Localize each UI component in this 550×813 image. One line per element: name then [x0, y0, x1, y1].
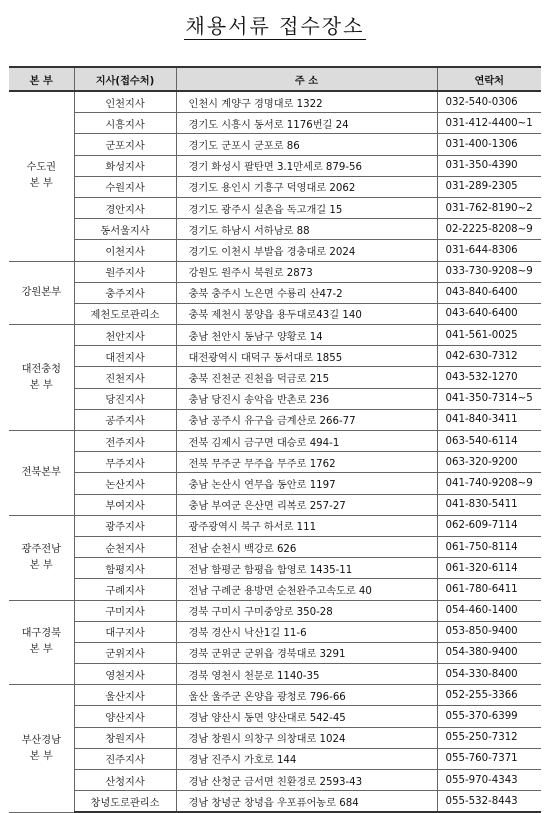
table-row — [9, 176, 541, 197]
table-row — [9, 240, 541, 261]
branch-cell: 경안지사 — [74, 197, 176, 218]
phone-cell: 043-640-6400 — [437, 303, 541, 324]
address-cell: 대전광역시 대덕구 동서대로 1855 — [176, 346, 437, 367]
phone-cell: 061-780-6411 — [437, 579, 541, 600]
address-cell: 경기도 군포시 군포로 86 — [176, 134, 437, 155]
phone-cell: 041-561-0025 — [437, 325, 541, 346]
table-row — [9, 536, 541, 557]
region-cell: 강원본부 — [9, 261, 74, 325]
branch-cell: 당진지사 — [74, 388, 176, 409]
address-cell: 경기 화성시 팔탄면 3.1만세로 879-56 — [176, 155, 437, 176]
table-row — [9, 367, 541, 388]
address-cell: 경북 구미시 구미중앙로 350-28 — [176, 600, 437, 621]
phone-cell: 02-2225-8208~9 — [437, 219, 541, 240]
address-cell: 강원도 원주시 북원로 2873 — [176, 261, 437, 282]
branch-cell: 군위지사 — [74, 642, 176, 663]
address-cell: 충남 부여군 은산면 리복로 257-27 — [176, 494, 437, 515]
branch-cell: 제천도로관리소 — [74, 303, 176, 324]
address-cell: 충북 제천시 봉양읍 용두대로43길 140 — [176, 303, 437, 324]
phone-cell: 043-840-6400 — [437, 282, 541, 303]
table-row — [9, 346, 541, 367]
table-row — [9, 579, 541, 600]
phone-cell: 063-320-9200 — [437, 452, 541, 473]
branch-cell: 창원지사 — [74, 727, 176, 748]
table-body — [9, 91, 541, 812]
phone-cell: 032-540-0306 — [437, 91, 541, 113]
table-row — [9, 600, 541, 621]
phone-cell: 062-609-7114 — [437, 515, 541, 536]
phone-cell: 042-630-7312 — [437, 346, 541, 367]
table-header-row — [9, 67, 541, 91]
table-row — [9, 282, 541, 303]
table-row — [9, 388, 541, 409]
branch-cell: 순천지사 — [74, 536, 176, 557]
table-row — [9, 642, 541, 663]
branch-cell: 공주지사 — [74, 409, 176, 430]
table-row — [9, 515, 541, 536]
address-cell: 충남 논산시 연무읍 동안로 1197 — [176, 473, 437, 494]
branch-cell: 함평지사 — [74, 558, 176, 579]
phone-cell: 055-760-7371 — [437, 748, 541, 769]
branch-cell: 인천지사 — [74, 91, 176, 113]
branch-cell: 대전지사 — [74, 346, 176, 367]
address-cell: 경기도 이천시 부발읍 경충대로 2024 — [176, 240, 437, 261]
branch-cell: 산청지사 — [74, 770, 176, 791]
phone-cell: 031-412-4400~1 — [437, 113, 541, 134]
table-row — [9, 558, 541, 579]
branch-cell: 부여지사 — [74, 494, 176, 515]
address-cell: 전북 김제시 금구면 대승로 494-1 — [176, 431, 437, 452]
address-cell: 경남 창원시 의창구 의창대로 1024 — [176, 727, 437, 748]
phone-cell: 054-330-8400 — [437, 664, 541, 685]
table-row — [9, 134, 541, 155]
branch-cell: 진주지사 — [74, 748, 176, 769]
table-row — [9, 113, 541, 134]
branch-cell: 충주지사 — [74, 282, 176, 303]
region-cell: 수도권 본 부 — [9, 91, 74, 261]
phone-cell: 041-830-5411 — [437, 494, 541, 515]
phone-cell: 054-460-1400 — [437, 600, 541, 621]
branch-cell: 원주지사 — [74, 261, 176, 282]
phone-cell: 041-740-9208~9 — [437, 473, 541, 494]
table-row — [9, 748, 541, 769]
address-cell: 전남 함평군 함평읍 함영로 1435-11 — [176, 558, 437, 579]
address-cell: 경남 산청군 금서면 친환경로 2593-43 — [176, 770, 437, 791]
branch-cell: 광주지사 — [74, 515, 176, 536]
phone-cell: 054-380-9400 — [437, 642, 541, 663]
branch-cell: 창녕도로관리소 — [74, 791, 176, 813]
table-row — [9, 325, 541, 346]
branch-cell: 논산지사 — [74, 473, 176, 494]
region-cell: 광주전남 본 부 — [9, 515, 74, 600]
table-row — [9, 791, 541, 813]
phone-cell: 055-370-6399 — [437, 706, 541, 727]
phone-cell: 043-532-1270 — [437, 367, 541, 388]
phone-cell: 033-730-9208~9 — [437, 261, 541, 282]
phone-cell: 031-289-2305 — [437, 176, 541, 197]
phone-cell: 055-532-8443 — [437, 791, 541, 813]
branch-cell: 구미지사 — [74, 600, 176, 621]
header-branch: 지사(접수처) — [74, 67, 176, 91]
phone-cell: 055-970-4343 — [437, 770, 541, 791]
address-cell: 경남 창녕군 창녕읍 우포퓨어농로 684 — [176, 791, 437, 813]
branch-cell: 양산지사 — [74, 706, 176, 727]
address-cell: 경기도 광주시 실촌읍 독고개길 15 — [176, 197, 437, 218]
header-region: 본 부 — [9, 67, 74, 91]
office-table — [9, 66, 541, 813]
table-row — [9, 155, 541, 176]
table-row — [9, 727, 541, 748]
table-row — [9, 91, 541, 113]
region-cell: 대구경북 본 부 — [9, 600, 74, 685]
address-cell: 충남 천안시 동남구 양황로 14 — [176, 325, 437, 346]
page-title: 채용서류 접수장소 — [185, 14, 365, 38]
branch-cell: 수원지사 — [74, 176, 176, 197]
table-row — [9, 494, 541, 515]
phone-cell: 031-400-1306 — [437, 134, 541, 155]
table-row — [9, 219, 541, 240]
branch-cell: 이천지사 — [74, 240, 176, 261]
table-row — [9, 770, 541, 791]
branch-cell: 대구지사 — [74, 621, 176, 642]
table-row — [9, 452, 541, 473]
address-cell: 경북 군위군 군위읍 경북대로 3291 — [176, 642, 437, 663]
header-address: 주 소 — [176, 67, 437, 91]
address-cell: 전남 순천시 백강로 626 — [176, 536, 437, 557]
branch-cell: 울산지사 — [74, 685, 176, 706]
table-row — [9, 197, 541, 218]
table-row — [9, 303, 541, 324]
branch-cell: 진천지사 — [74, 367, 176, 388]
address-cell: 전남 구례군 용방면 순천완주고속도로 40 — [176, 579, 437, 600]
phone-cell: 052-255-3366 — [437, 685, 541, 706]
address-cell: 경북 영천시 천문로 1140-35 — [176, 664, 437, 685]
address-cell: 충남 당진시 송악읍 반촌로 236 — [176, 388, 437, 409]
region-cell: 부산경남 본 부 — [9, 685, 74, 813]
branch-cell: 군포지사 — [74, 134, 176, 155]
phone-cell: 031-350-4390 — [437, 155, 541, 176]
address-cell: 충북 진천군 진천읍 덕금로 215 — [176, 367, 437, 388]
address-cell: 충남 공주시 유구읍 금계산로 266-77 — [176, 409, 437, 430]
branch-cell: 구례지사 — [74, 579, 176, 600]
region-cell: 대전충청 본 부 — [9, 325, 74, 431]
phone-cell: 061-320-6114 — [437, 558, 541, 579]
table-row — [9, 431, 541, 452]
address-cell: 인천시 계양구 경명대로 1322 — [176, 91, 437, 113]
phone-cell: 061-750-8114 — [437, 536, 541, 557]
branch-cell: 영천지사 — [74, 664, 176, 685]
header-phone: 연락처 — [437, 67, 541, 91]
phone-cell: 041-350-7314~5 — [437, 388, 541, 409]
branch-cell: 동서울지사 — [74, 219, 176, 240]
branch-cell: 전주지사 — [74, 431, 176, 452]
branch-cell: 무주지사 — [74, 452, 176, 473]
address-cell: 충북 충주시 노은면 수룡리 산47-2 — [176, 282, 437, 303]
table-row — [9, 685, 541, 706]
phone-cell: 063-540-6114 — [437, 431, 541, 452]
address-cell: 경기도 용인시 기흥구 덕영대로 2062 — [176, 176, 437, 197]
address-cell: 전북 무주군 무주읍 무주로 1762 — [176, 452, 437, 473]
address-cell: 경남 양산시 동면 양산대로 542-45 — [176, 706, 437, 727]
table-row — [9, 261, 541, 282]
address-cell: 경북 경산시 낙산1길 11-6 — [176, 621, 437, 642]
branch-cell: 화성지사 — [74, 155, 176, 176]
phone-cell: 031-644-8306 — [437, 240, 541, 261]
phone-cell: 055-250-7312 — [437, 727, 541, 748]
address-cell: 광주광역시 북구 하서로 111 — [176, 515, 437, 536]
address-cell: 경기도 하남시 서하남로 88 — [176, 219, 437, 240]
table-row — [9, 409, 541, 430]
branch-cell: 천안지사 — [74, 325, 176, 346]
region-cell: 전북본부 — [9, 431, 74, 516]
address-cell: 경남 진주시 가호로 144 — [176, 748, 437, 769]
phone-cell: 041-840-3411 — [437, 409, 541, 430]
address-cell: 울산 울주군 온양읍 광청로 796-66 — [176, 685, 437, 706]
table-row — [9, 473, 541, 494]
phone-cell: 053-850-9400 — [437, 621, 541, 642]
table-row — [9, 621, 541, 642]
table-row — [9, 664, 541, 685]
phone-cell: 031-762-8190~2 — [437, 197, 541, 218]
address-cell: 경기도 시흥시 동서로 1176번길 24 — [176, 113, 437, 134]
branch-cell: 시흥지사 — [74, 113, 176, 134]
table-row — [9, 706, 541, 727]
